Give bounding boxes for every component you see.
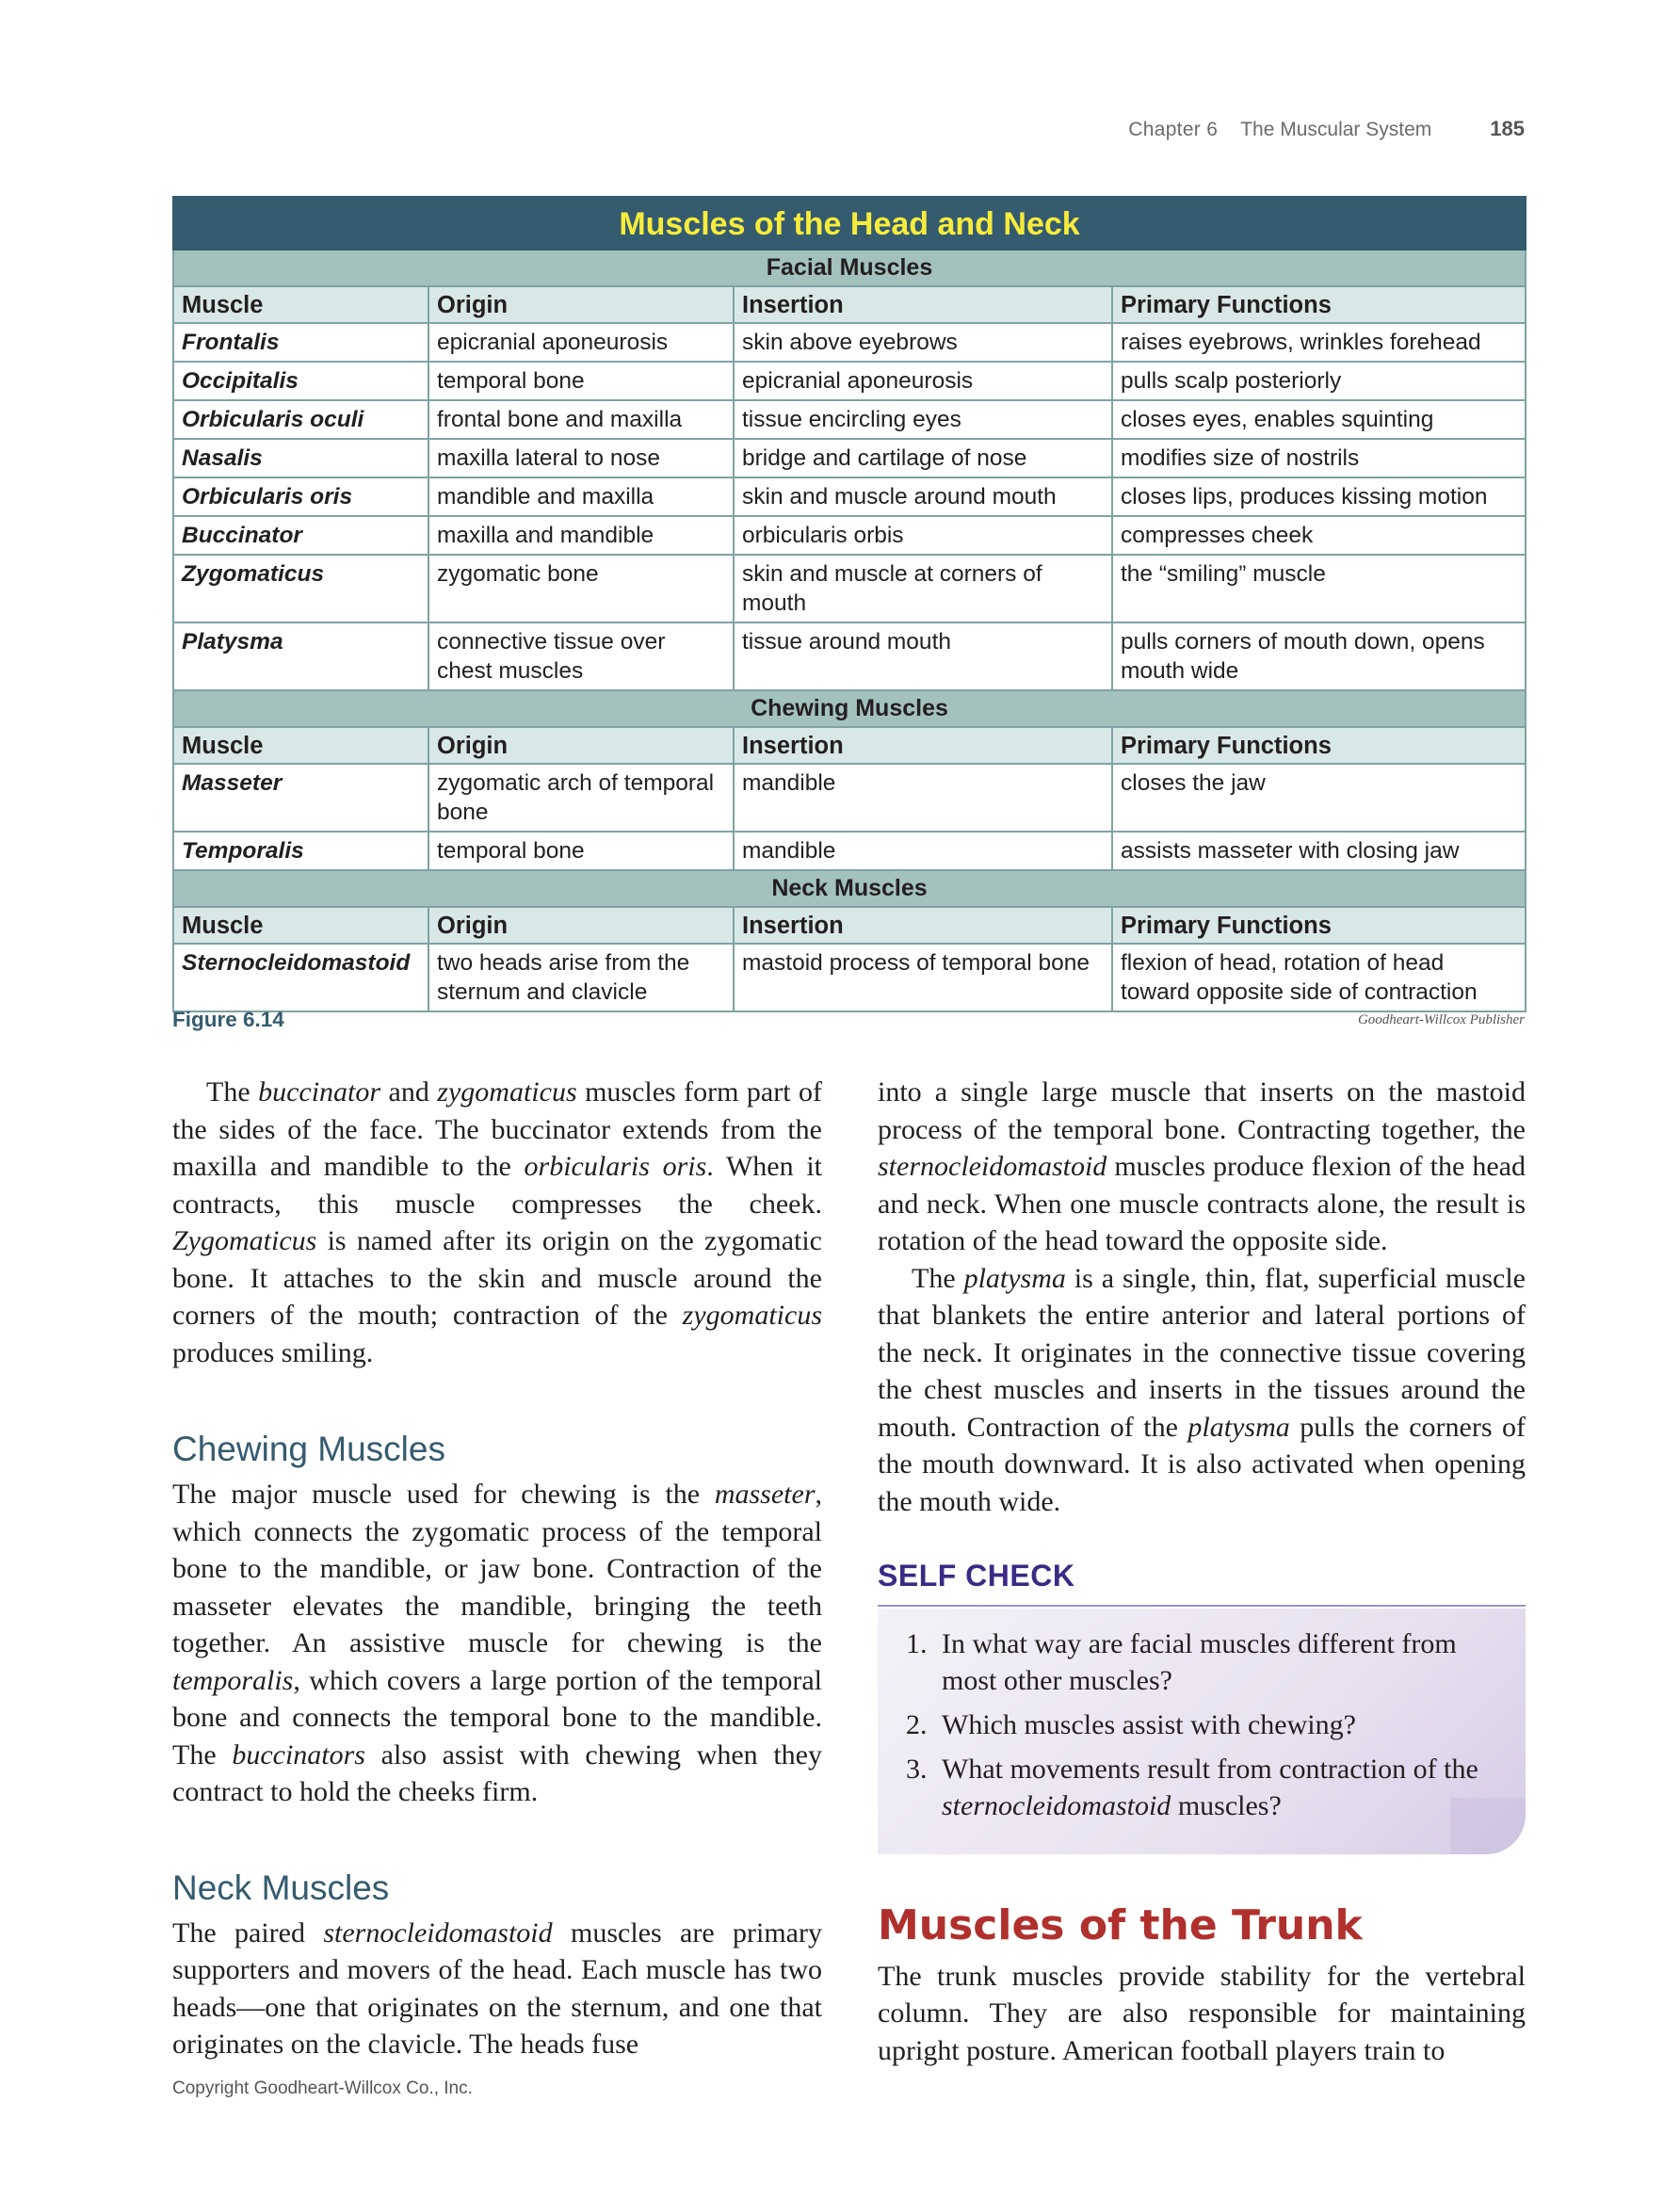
- insertion-cell: tissue around mouth: [734, 623, 1112, 690]
- muscle-name-cell: Buccinator: [173, 516, 428, 555]
- paragraph-neck: [172, 1915, 822, 2063]
- page-number: 185: [1490, 117, 1525, 140]
- muscles-table: [172, 196, 1527, 1012]
- column-header: Muscle: [173, 286, 428, 323]
- italic-term: sternocleidomastoid: [878, 1151, 1107, 1182]
- italic-term: platysma: [1187, 1411, 1290, 1443]
- question-text: [942, 1625, 1507, 1699]
- text-run: muscles produce flexion of the head and neck. When one muscle contracts alone, the result is rotation of the head toward the opposite side.: [878, 1151, 1526, 1256]
- italic-term: platysma: [963, 1262, 1066, 1294]
- column-header: Origin: [428, 727, 734, 764]
- paragraph-trunk: [878, 1958, 1526, 2070]
- insertion-cell: orbicularis orbis: [734, 516, 1112, 555]
- text-run: In what way are facial muscles different from most other muscles?: [942, 1627, 1457, 1696]
- table-row: [173, 400, 1526, 439]
- italic-term: zygomaticus: [437, 1076, 577, 1108]
- insertion-cell: skin and muscle around mouth: [734, 477, 1112, 516]
- origin-cell: temporal bone: [428, 832, 734, 870]
- muscle-name-cell: Temporalis: [173, 832, 428, 870]
- function-cell: pulls scalp posteriorly: [1112, 362, 1526, 400]
- muscle-name-cell: Platysma: [173, 623, 428, 690]
- paragraph-chewing: [172, 1476, 822, 1811]
- italic-term: sternocleidomastoid: [323, 1916, 553, 1948]
- column-header: Origin: [428, 907, 734, 944]
- text-run: is a single, thin, flat, superficial muscle that blankets the entire anterior and lateral portions of the neck. It originates in the connective tissue covering the chest muscles and inserts in the tissues around the mouth. Contraction of the: [878, 1262, 1527, 1443]
- text-run: The: [912, 1262, 964, 1294]
- insertion-cell: mandible: [734, 832, 1112, 870]
- question-text: [942, 1706, 1507, 1743]
- text-run: also assist with chewing when they contract to hold the cheeks firm.: [172, 1738, 823, 1807]
- column-header: Insertion: [734, 727, 1112, 764]
- heading-muscles-of-trunk: Muscles of the Trunk: [878, 1900, 1363, 1949]
- question-number: 3.: [906, 1753, 928, 1785]
- text-run: pulls the corners of the mouth downward. It is also activated when opening the mouth wide.: [878, 1411, 1526, 1517]
- table-row: [173, 555, 1526, 623]
- muscle-name-cell: Occipitalis: [173, 362, 428, 400]
- table-section-heading: Facial Muscles: [173, 250, 1526, 286]
- table-header-row: [173, 907, 1526, 944]
- insertion-cell: epicranial aponeurosis: [734, 362, 1112, 400]
- table-row: [173, 764, 1526, 832]
- muscle-name-cell: Zygomaticus: [173, 555, 428, 623]
- insertion-cell: skin above eyebrows: [734, 323, 1112, 362]
- text-run: The paired: [172, 1916, 324, 1948]
- column-header: Primary Functions: [1112, 907, 1526, 944]
- column-header: Primary Functions: [1112, 286, 1526, 323]
- origin-cell: maxilla and mandible: [428, 516, 734, 555]
- origin-cell: zygomatic bone: [428, 555, 734, 623]
- column-header: Muscle: [173, 907, 428, 944]
- text-run: and: [380, 1076, 438, 1108]
- column-header: Insertion: [734, 907, 1112, 944]
- function-cell: flexion of head, rotation of head toward opposite side of contraction: [1112, 944, 1526, 1011]
- origin-cell: mandible and maxilla: [428, 477, 734, 516]
- column-header: Insertion: [734, 286, 1112, 323]
- figure-caption: Figure 6.14: [172, 1008, 284, 1031]
- right-column: [878, 1074, 1526, 2069]
- text-run: The: [206, 1076, 259, 1108]
- origin-cell: two heads arise from the sternum and clavicle: [428, 944, 734, 1011]
- text-run: is named after its origin on the zygomatic bone. It attaches to the skin and muscle around the corners of the mouth; contraction of the: [172, 1225, 822, 1331]
- column-header: Primary Functions: [1112, 727, 1526, 764]
- italic-term: zygomaticus: [682, 1300, 822, 1331]
- function-cell: closes lips, produces kissing motion: [1112, 477, 1526, 516]
- question-number: 1.: [906, 1627, 928, 1659]
- left-column: [172, 1074, 822, 2063]
- origin-cell: epicranial aponeurosis: [428, 323, 734, 362]
- text-run: , which connects the zygomatic process of the temporal bone to the mandible, or jaw bone. Contraction of the masseter elevates the mandible, bringing the teeth together. An assistive muscle for chewing is the: [172, 1479, 822, 1658]
- table-row: [173, 477, 1526, 516]
- text-run: What movements result from contraction of the: [942, 1753, 1478, 1785]
- text-run: The major muscle used for chewing is the: [172, 1479, 715, 1510]
- origin-cell: frontal bone and maxilla: [428, 400, 734, 439]
- function-cell: closes eyes, enables squinting: [1112, 400, 1526, 439]
- text-run: muscles form part of the sides of the face. The buccinator extends from the maxilla and mandible to the: [172, 1076, 822, 1182]
- column-header: Origin: [428, 286, 734, 323]
- paragraph-platysma: [878, 1260, 1526, 1521]
- table-header-row: [173, 286, 1526, 323]
- figure-credit: Goodheart-Willcox Publisher: [1357, 1012, 1525, 1027]
- muscle-name-cell: Frontalis: [173, 323, 428, 362]
- text-run: , which covers a large portion of the temporal bone and connects the temporal bone to the mandible. The: [172, 1664, 822, 1771]
- function-cell: raises eyebrows, wrinkles forehead: [1112, 323, 1526, 362]
- table-row: [173, 623, 1526, 690]
- origin-cell: maxilla lateral to nose: [428, 439, 734, 477]
- table-section-heading: Chewing Muscles: [173, 690, 1526, 727]
- text-run: The trunk muscles provide stability for the vertebral column. They are also responsible for maintaining upright posture. American football players train to: [878, 1960, 1526, 2066]
- italic-term: orbicularis oris: [524, 1151, 707, 1182]
- text-run: into a single large muscle that inserts on the mastoid process of the temporal bone. Contracting together, the: [878, 1076, 1526, 1145]
- muscle-name-cell: Nasalis: [173, 439, 428, 477]
- chapter-title: The Muscular System: [1240, 119, 1432, 140]
- insertion-cell: tissue encircling eyes: [734, 400, 1112, 439]
- origin-cell: connective tissue over chest muscles: [428, 623, 734, 690]
- self-check-question: [906, 1706, 1507, 1743]
- muscle-name-cell: Sternocleidomastoid: [173, 944, 428, 1011]
- function-cell: the “smiling” muscle: [1112, 555, 1526, 623]
- italic-term: temporalis: [172, 1664, 294, 1696]
- paragraph-neck-continued: [878, 1074, 1526, 1260]
- origin-cell: temporal bone: [428, 362, 734, 400]
- insertion-cell: mandible: [734, 764, 1112, 832]
- muscle-name-cell: Orbicularis oculi: [173, 400, 428, 439]
- table-row: [173, 323, 1526, 362]
- table-row: [173, 439, 1526, 477]
- italic-term: masseter: [714, 1479, 816, 1510]
- self-check-heading: SELF CHECK: [878, 1558, 1526, 1607]
- heading-chewing-muscles: Chewing Muscles: [172, 1430, 445, 1468]
- italic-term: buccinator: [258, 1076, 381, 1108]
- table-title: Muscles of the Head and Neck: [173, 197, 1526, 250]
- text-run: . When it contracts, this muscle compresses the cheek.: [172, 1151, 823, 1220]
- function-cell: closes the jaw: [1112, 764, 1526, 832]
- running-head: [1128, 117, 1525, 141]
- text-run: muscles?: [1171, 1789, 1282, 1821]
- muscle-name-cell: Masseter: [173, 764, 428, 832]
- table-row: [173, 516, 1526, 555]
- text-run: produces smiling.: [172, 1336, 374, 1368]
- table-row: [173, 832, 1526, 870]
- text-run: muscles are primary supporters and movers of the head. Each muscle has two heads—one that originates on the sternum, and one that originates on the clavicle. The heads fuse: [172, 1916, 822, 2060]
- text-run: Which muscles assist with chewing?: [942, 1708, 1356, 1740]
- function-cell: modifies size of nostrils: [1112, 439, 1526, 477]
- function-cell: compresses cheek: [1112, 516, 1526, 555]
- question-text: [942, 1751, 1507, 1824]
- table-row: [173, 362, 1526, 400]
- italic-term: buccinators: [232, 1738, 365, 1771]
- copyright-footer: Copyright Goodheart-Willcox Co., Inc.: [172, 2078, 473, 2098]
- self-check-box: [878, 1609, 1526, 1854]
- table-section-heading: Neck Muscles: [173, 870, 1526, 907]
- self-check-question: [906, 1625, 1507, 1699]
- origin-cell: zygomatic arch of temporal bone: [428, 764, 734, 832]
- table-row: [173, 944, 1526, 1011]
- muscle-name-cell: Orbicularis oris: [173, 477, 428, 516]
- paragraph-facial: [172, 1074, 822, 1371]
- insertion-cell: mastoid process of temporal bone: [734, 944, 1112, 1011]
- insertion-cell: skin and muscle at corners of mouth: [734, 555, 1112, 623]
- self-check-question: [906, 1751, 1507, 1824]
- function-cell: assists masseter with closing jaw: [1112, 832, 1526, 870]
- question-number: 2.: [906, 1708, 928, 1740]
- table-header-row: [173, 727, 1526, 764]
- italic-term: Zygomaticus: [172, 1225, 317, 1256]
- function-cell: pulls corners of mouth down, opens mouth wide: [1112, 623, 1526, 690]
- italic-term: sternocleidomastoid: [942, 1789, 1171, 1821]
- heading-neck-muscles: Neck Muscles: [172, 1868, 390, 1907]
- insertion-cell: bridge and cartilage of nose: [734, 439, 1112, 477]
- column-header: Muscle: [173, 727, 428, 764]
- chapter-label: Chapter 6: [1128, 119, 1219, 140]
